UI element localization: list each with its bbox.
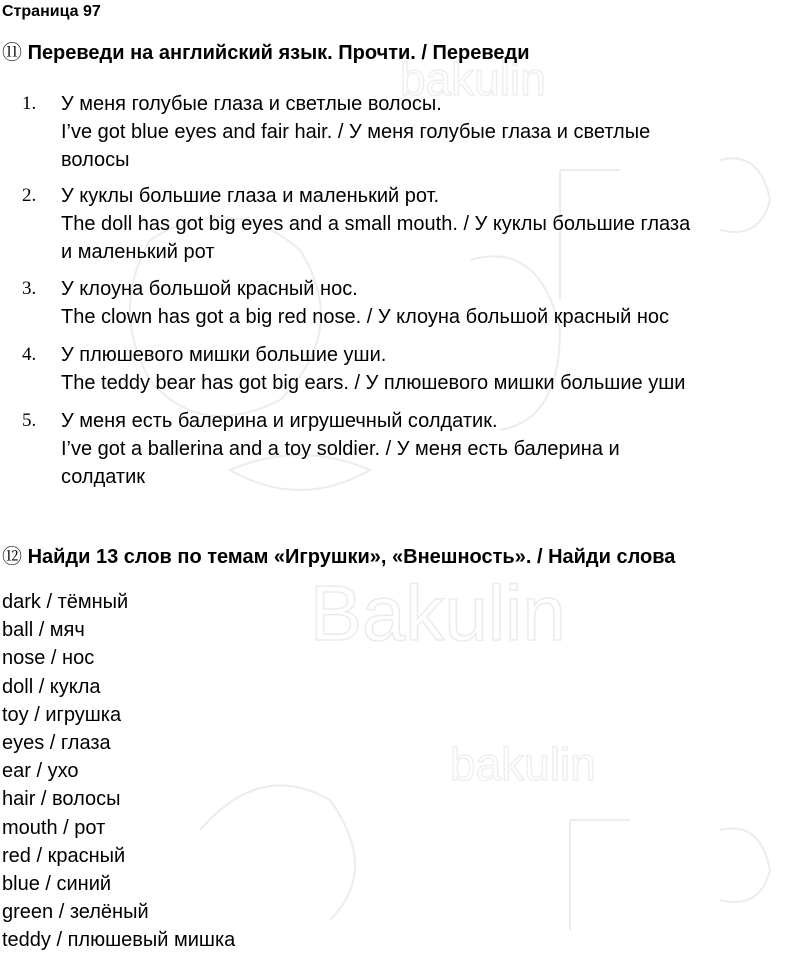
item-line: The doll has got big eyes and a small mouth. / У куклы большие глаза: [61, 213, 691, 235]
list-marker: 5.: [22, 410, 37, 431]
list-marker: 3.: [22, 278, 37, 299]
svg-text:bakulin: bakulin: [400, 53, 546, 105]
item-line: и маленький рот: [61, 241, 215, 263]
word-item: dark / тёмный: [2, 591, 129, 613]
word-item: ear / ухо: [2, 760, 79, 783]
item-line: У клоуна большой красный нос.: [61, 278, 358, 300]
word-item: doll / кукла: [2, 675, 101, 698]
list-marker: 2.: [22, 185, 37, 206]
word-item: hair / волосы: [2, 788, 121, 811]
word-item: teddy / плюшевый мишка: [2, 929, 236, 952]
item-line: У меня есть балерина и игрушечный солдатик.: [61, 410, 498, 432]
item-line: The teddy bear has got big ears. / У плюшевого мишки большие уши: [61, 372, 686, 394]
exercise-12-title: Найди 13 слов по темам «Игрушки», «Внешность». / Найди слова: [27, 546, 676, 568]
page-title: Страница 97: [2, 3, 101, 20]
exercise-12-number: ⑫: [2, 546, 22, 568]
exercise-11-title: Переведи на английский язык. Прочти. / Переведи: [27, 42, 530, 64]
word-item: ball / мяч: [2, 619, 85, 642]
word-item: red / красный: [2, 844, 126, 867]
word-list: [2, 588, 235, 955]
svg-text:bakulin: bakulin: [450, 738, 596, 790]
item-line: У меня голубые глаза и светлые волосы.: [61, 93, 442, 115]
word-item: toy / игрушка: [2, 703, 122, 726]
list-marker: 4.: [22, 344, 37, 365]
item-line: The clown has got a big red nose. / У клоуна большой красный нос: [61, 306, 670, 328]
watermark-text: Bakulin: [310, 569, 566, 657]
item-line: У плюшевого мишки большие уши.: [61, 344, 387, 366]
word-item: eyes / глаза: [2, 732, 111, 755]
exercise-11-heading: [2, 36, 530, 65]
list-marker: 1.: [22, 93, 37, 114]
word-item: green / зелёный: [2, 901, 149, 924]
exercise-11-number: ⑪: [2, 42, 22, 64]
item-line: волосы: [61, 149, 130, 171]
item-line: У куклы большие глаза и маленький рот.: [61, 185, 440, 207]
item-line: солдатик: [61, 466, 146, 488]
exercise-12-heading: [2, 540, 675, 569]
item-line: I’ve got a ballerina and a toy soldier. / У меня есть балерина и: [61, 438, 620, 460]
item-line: I’ve got blue eyes and fair hair. / У меня голубые глаза и светлые: [61, 121, 651, 143]
word-item: nose / нос: [2, 647, 95, 670]
word-item: mouth / рот: [2, 816, 106, 839]
word-item: blue / синий: [2, 873, 112, 896]
